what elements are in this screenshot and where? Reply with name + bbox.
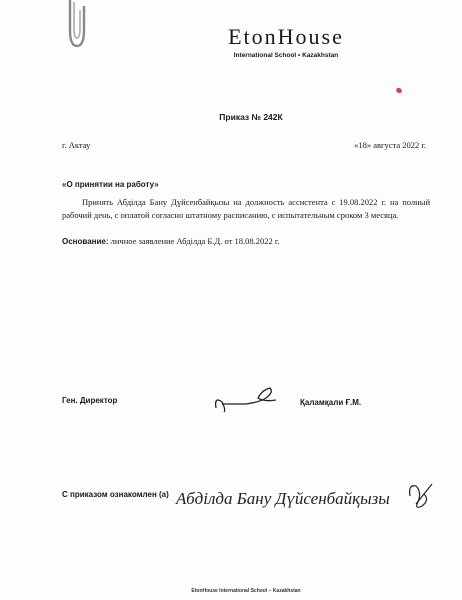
pink-mark (395, 87, 403, 94)
basis-label: Основание: (62, 237, 109, 246)
acknowledgment-label: С приказом ознакомлен (а) (62, 490, 169, 499)
acknowledgment-handwriting (172, 476, 436, 516)
director-name: Қаламқали Ғ.М. (300, 398, 362, 407)
school-logo-name: EtonHouse (228, 24, 344, 49)
director-label: Ген. Директор (62, 396, 118, 405)
order-subject: «О принятии на работу» (62, 180, 159, 189)
order-number: Приказ № 242К (219, 112, 283, 122)
order-body: Принять Абділда Бану Дүйсенбайқызы на должность ассистента с 19.08.2022 г. на полный рабочий день, с оплатой согласно штатному расписанию, с испытательным сроком 3 месяца. (62, 197, 430, 220)
handwritten-name: Абділда Бану Дүйсенбайқызы (176, 489, 390, 508)
order-basis (62, 236, 280, 246)
school-logo-subtitle: International School • Kazakhstan (233, 52, 339, 59)
director-signature (212, 382, 282, 416)
order-city: г. Актау (62, 140, 91, 150)
order-date: «18» августа 2022 г. (354, 140, 426, 150)
basis-text: личное заявление Абділда Б.Д. от 18.08.2022 г. (110, 236, 280, 246)
footer-text: EtonHouse International School – Kazakhstan (191, 588, 301, 594)
